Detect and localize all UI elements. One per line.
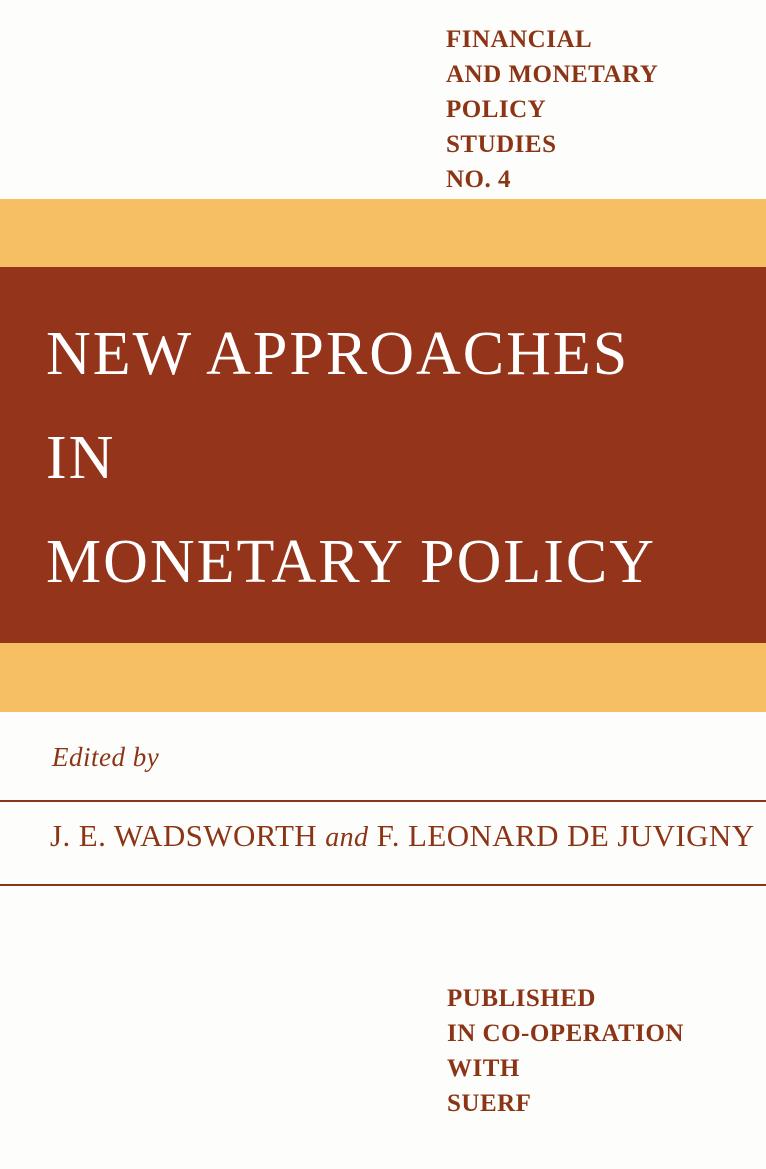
divider-rule-bottom	[0, 884, 766, 886]
editors-line	[50, 818, 755, 854]
title-line-3: MONETARY POLICY	[46, 528, 657, 596]
publisher-line-2: IN CO-OPERATION	[447, 1020, 684, 1047]
publisher-line-1: PUBLISHED	[447, 985, 596, 1012]
divider-rule-top	[0, 800, 766, 802]
series-line-4: STUDIES	[446, 131, 557, 158]
edited-by-label: Edited by	[52, 742, 160, 772]
publisher-block	[447, 981, 747, 1121]
series-line-2: AND MONETARY	[446, 61, 659, 88]
series-block	[446, 22, 746, 197]
publisher-line-4: SUERF	[447, 1090, 532, 1117]
series-line-3: POLICY	[446, 96, 547, 123]
book-title	[46, 302, 746, 614]
title-line-1: NEW APPROACHES	[46, 320, 630, 388]
top-orange-band	[0, 199, 766, 267]
series-line-1: FINANCIAL	[446, 26, 593, 53]
editors-conjunction: and	[325, 822, 369, 853]
series-number: NO. 4	[446, 166, 511, 193]
bottom-orange-band	[0, 643, 766, 712]
title-line-2: IN	[46, 424, 116, 492]
editor-first: J. E. WADSWORTH	[50, 818, 318, 853]
editor-second: F. LEONARD DE JUVIGNY	[376, 818, 755, 853]
publisher-line-3: WITH	[447, 1055, 520, 1082]
